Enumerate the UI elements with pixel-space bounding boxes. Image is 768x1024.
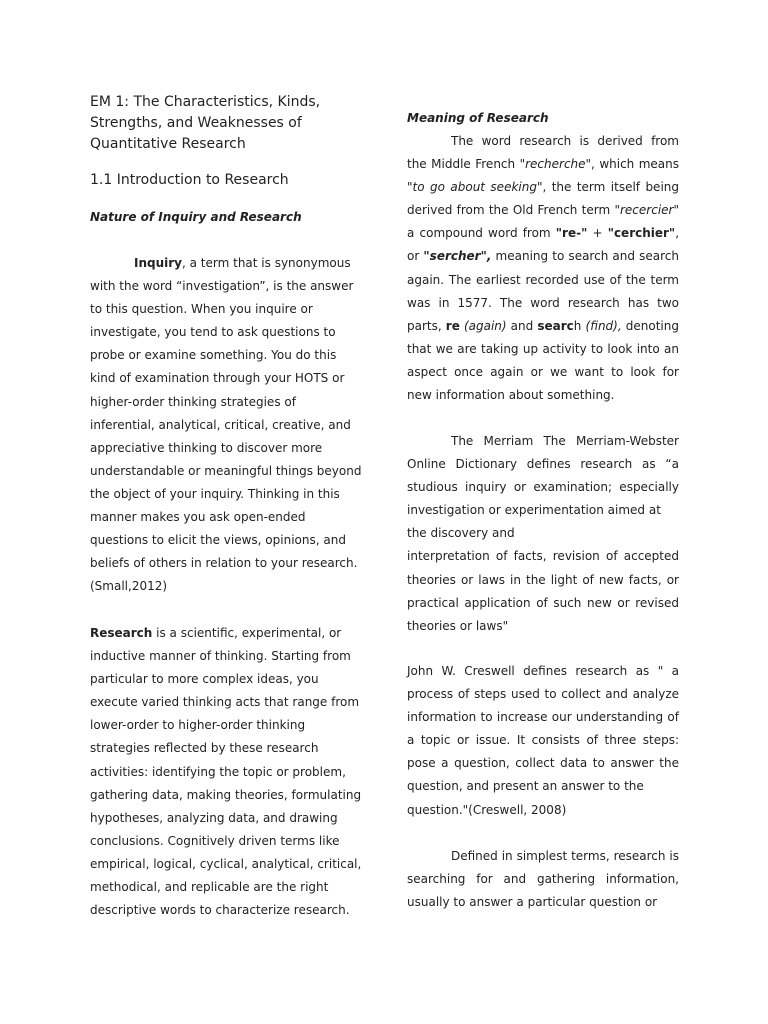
creswell-text-1: John W. Creswell defines research as " a process of steps used to collect and analyze information to increase our understanding of a topic or issue. It consists of three steps: pose a question, collect data to answer the question, and present an answer to the xyxy=(407,664,679,794)
meaning-heading: Meaning of Research xyxy=(407,111,549,125)
merriam-text-3: interpretation of facts, revision of accepted theories or laws in the light of new facts, or practical application of such new or revised theories or laws" xyxy=(407,549,679,633)
meaning-text-8: and xyxy=(506,318,538,333)
meaning-text-5: + xyxy=(587,226,608,241)
meaning-to-go: "to go about seeking" xyxy=(407,180,543,195)
meaning-text-6: , or xyxy=(407,226,680,264)
nature-heading: Nature of Inquiry and Research xyxy=(90,210,302,224)
meaning-searc: searc xyxy=(537,318,574,333)
research-body: is a scientific, experimental, or inductive manner of thinking. Starting from particular to more complex ideas, you execute varied thinking acts that range from lower-order to higher-order thinking strategies reflected by these research activities: identifying the topic or problem, gathering data, making theories, formulating hypotheses, analyzing data, and drawing conclusions. Cognitively driven terms like empirical, logical, cyclical, analytical, critical, methodical, and replicable are the right descriptive words to characterize research. xyxy=(90,626,362,918)
creswell-text-2: question."(Creswell, 2008) xyxy=(407,802,567,817)
meaning-recercier: "recercier" xyxy=(614,203,679,218)
document-title: EM 1: The Characteristics, Kinds, Strengths, and Weaknesses of Quantitative Research xyxy=(90,94,321,152)
meaning-again: (again) xyxy=(459,318,507,333)
inquiry-paragraph xyxy=(90,252,362,598)
merriam-line-1 xyxy=(407,430,679,522)
merriam-text-1: The Merriam The Merriam-Webster Online Dictionary defines research as “a studious inquiry or examination; especially investigation or experimentation aimed at xyxy=(407,434,679,518)
meaning-text-1: The word research is derived from the Middle French " xyxy=(407,134,679,172)
meaning-re-dash: "re-" xyxy=(555,226,588,241)
meaning-sercher: "sercher", xyxy=(423,249,492,264)
meaning-text-2: ", which means xyxy=(585,157,680,172)
merriam-text-2: the discovery and xyxy=(407,526,515,541)
meaning-h: h xyxy=(573,318,582,333)
inquiry-body: , a term that is synonymous with the word “investigation”, is the answer to this question. When you inquire or investigate, you tend to ask questions to probe or examine something. You do this kind of examination through your HOTS or higher-order thinking strategies of inferential, analytical, critical, creative, and appreciative thinking to discover more understandable or meaningful things beyond the object of your inquiry. Thinking in this manner makes you ask open-ended questions to elicit the views, opinions, and beliefs of others in relation to your research. (Small,2012) xyxy=(90,256,362,594)
meaning-text-4: a compound word from xyxy=(407,226,556,241)
merriam-paragraph xyxy=(407,430,679,638)
meaning-cerchier: "cerchier" xyxy=(607,226,676,241)
research-paragraph xyxy=(90,622,362,922)
section-title: 1.1 Introduction to Research xyxy=(90,172,289,188)
meaning-text-9: denoting that we are taking up activity to look into an aspect once again or we want to look for new information about something. xyxy=(407,318,679,403)
meaning-find: (find), xyxy=(581,318,622,333)
meaning-recherche: recherche xyxy=(525,157,586,172)
meaning-text-7: meaning to search and search again. The earliest recorded use of the term was in 1577. The word research has two parts, xyxy=(407,249,680,333)
research-term: Research xyxy=(90,626,153,640)
defined-paragraph xyxy=(407,845,679,914)
defined-text: Defined in simplest terms, research is searching for and gathering information, usually to answer a particular question or xyxy=(407,849,679,910)
meaning-re: re xyxy=(445,318,460,333)
inquiry-term: Inquiry xyxy=(134,256,182,270)
meaning-paragraph xyxy=(407,130,679,407)
creswell-paragraph xyxy=(407,660,679,822)
meaning-text-3: , the term itself being derived from the Old French term xyxy=(407,180,679,218)
